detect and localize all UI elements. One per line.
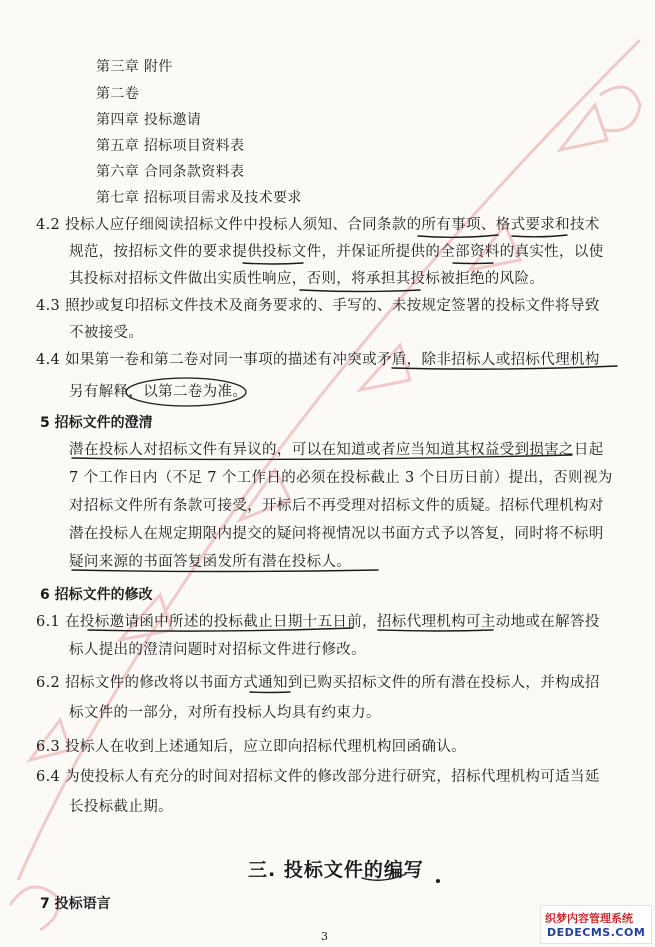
toc-line: 第六章 合同条款资料表: [96, 164, 245, 180]
watermark-text: 织梦内容管理系统: [545, 912, 633, 925]
clause-4-4-line: 4.4 如果第一卷和第二卷对同一事项的描述有冲突或矛盾，除非招标人或招标代理机构: [36, 352, 600, 368]
section-5-line: 疑问来源的书面答复函发所有潜在投标人。: [69, 554, 352, 570]
clause-4-2-line: 规范，按招标文件的要求提供投标文件，并保证所提供的全部资料的真实性，以使: [69, 244, 604, 260]
page-number: 3: [321, 930, 328, 943]
clause-6-4-line: 长投标截止期。: [69, 799, 173, 815]
clause-4-3-line: 4.3 照抄或复印招标文件技术及商务要求的、手写的、未按规定签署的投标文件将导致: [36, 298, 600, 314]
section-7-heading: 7 投标语言: [40, 896, 111, 912]
section-5-line: 7 个工作日内（不足 7 个工作日的必须在投标截止 3 个日历日前）提出，否则视为: [69, 470, 613, 486]
section-6-heading: 6 招标文件的修改: [40, 587, 153, 603]
clause-6-1-line: 6.1 在投标邀请函中所述的投标截止日期十五日前，招标代理机构可主动地或在解答投: [36, 614, 600, 630]
clause-4-2-line: 4.2 投标人应仔细阅读招标文件中投标人须知、合同条款的所有事项、格式要求和技术: [36, 217, 600, 233]
watermark-logo: [540, 905, 652, 944]
section-5-heading: 5 招标文件的澄清: [40, 415, 153, 431]
toc-line: 第三章 附件: [96, 59, 173, 75]
toc-line: 第四章 投标邀请: [96, 112, 202, 128]
clause-6-2-line: 标文件的一部分，对所有投标人均具有约束力。: [69, 705, 381, 721]
watermark-url: DEDECMS.COM: [547, 926, 646, 939]
section-5-line: 潜在投标人对招标文件有异议的，可以在知道或者应当知道其权益受到损害之日起: [69, 442, 604, 458]
section-5-line: 潜在投标人在规定期限内提交的疑问将视情况以书面方式予以答复，同时将不标明: [69, 526, 604, 542]
toc-line: 第七章 招标项目需求及技术要求: [96, 190, 302, 206]
section-5-line: 对招标文件所有条款可接受，开标后不再受理对招标文件的质疑。招标代理机构对: [69, 498, 604, 514]
toc-line: 第五章 招标项目资料表: [96, 138, 245, 154]
clause-4-3-line: 不被接受。: [69, 325, 144, 341]
clause-6-1-line: 标人提出的澄清问题时对招标文件进行修改。: [69, 642, 366, 658]
clause-6-3-line: 6.3 投标人在收到上述通知后，应立即向招标代理机构回函确认。: [36, 739, 467, 755]
clause-6-4-line: 6.4 为使投标人有充分的时间对招标文件的修改部分进行研究，招标代理机构可适当延: [36, 769, 600, 785]
clause-4-4-line: 另有解释，以第二卷为准。: [69, 384, 248, 400]
toc-line: 第二卷: [96, 86, 140, 102]
part-3-title: 三. 投标文件的编写: [248, 859, 424, 881]
clause-4-2-line: 其投标对招标文件做出实质性响应，否则，将承担其投标被拒绝的风险。: [69, 271, 545, 287]
clause-6-2-line: 6.2 招标文件的修改将以书面方式通知到已购买招标文件的所有潜在投标人，并构成招: [36, 675, 600, 691]
